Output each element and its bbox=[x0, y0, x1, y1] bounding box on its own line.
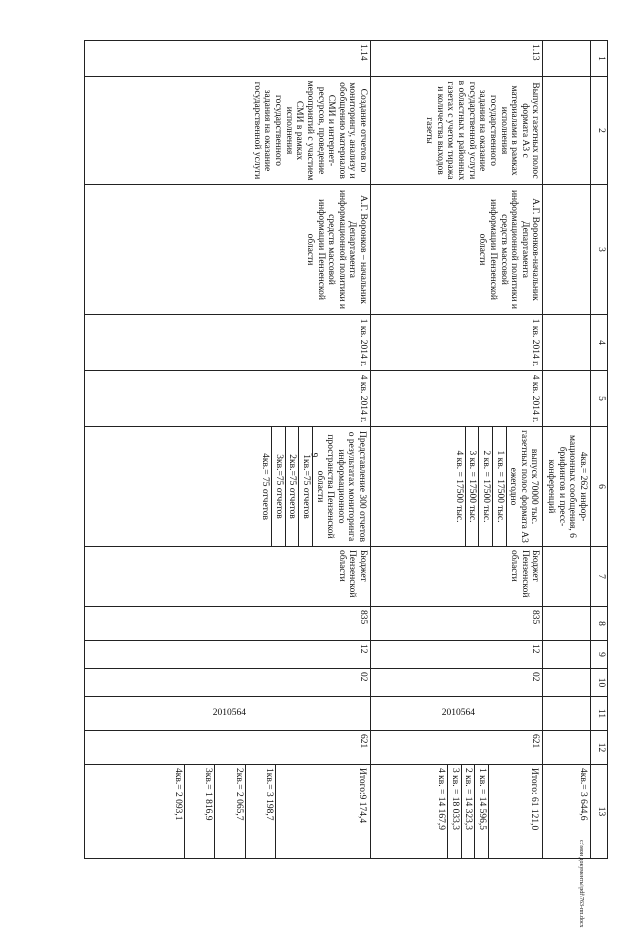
responsible-person: А.Г. Воронков – начальник Департамента информационной политики и средств массовой информации Пензенской области bbox=[85, 185, 371, 315]
result-q1: 1кв.=75 отчетов bbox=[299, 427, 313, 546]
footer-file-path: c:\мои документы\pdf\763-пп.docx bbox=[578, 840, 584, 928]
continuation-row bbox=[543, 41, 591, 859]
code-11-text: 2010564 bbox=[212, 708, 246, 719]
col-header-8: 8 bbox=[591, 607, 608, 641]
funding-source: Бюджет Пензенской области bbox=[371, 547, 543, 607]
total-funding bbox=[85, 765, 371, 859]
total-q1: 1кв.= 3 198,7 bbox=[246, 765, 277, 858]
total-q2: 2 кв. = 14 323,3 bbox=[462, 765, 476, 858]
start-date: 1 кв. 2014 г. bbox=[85, 315, 371, 371]
code-12: 621 bbox=[371, 731, 543, 765]
total-q2: 2кв.= 2 065,7 bbox=[215, 765, 246, 858]
result-q4: 4кв.= 75 отчетов bbox=[258, 427, 272, 546]
result-q4: 4 кв. = 17500 тыс. bbox=[452, 427, 466, 546]
col-header-9: 9 bbox=[591, 641, 608, 669]
code-8: 835 bbox=[85, 607, 371, 641]
header-row bbox=[591, 41, 608, 859]
table-row bbox=[85, 41, 371, 859]
end-date: 4 кв. 2014 г. bbox=[371, 371, 543, 427]
total-q4: 4кв.= 2 093,1 bbox=[171, 765, 185, 858]
col-header-6: 6 bbox=[591, 427, 608, 547]
activity-name: Выпуск газетных полос формата А3 с материалами в рамках исполнения государственного задания на оказание государственной услуги в областных и районных газетах с учетом тиража и количества выходов газеты bbox=[371, 77, 543, 185]
code-11 bbox=[371, 697, 543, 731]
responsible-person: А.Г. Воронков-начальник Департамента информационной политики и средств массовой информации Пензенской области bbox=[371, 185, 543, 315]
code-12: 621 bbox=[85, 731, 371, 765]
col-header-5: 5 bbox=[591, 371, 608, 427]
program-table bbox=[84, 40, 608, 859]
result-main: Представление 300 отчетов о результатах мониторинга информационного пространства Пензенской области bbox=[314, 431, 368, 542]
code-9: 12 bbox=[85, 641, 371, 669]
result-q3: 3 кв. = 17500 тыс. bbox=[466, 427, 480, 546]
code-11-text: 2010564 bbox=[441, 708, 476, 719]
col-header-10: 10 bbox=[591, 669, 608, 697]
total-q4: 4 кв. = 14 167,9 bbox=[434, 765, 448, 858]
col-header-3: 3 bbox=[591, 185, 608, 315]
code-8: 835 bbox=[371, 607, 543, 641]
col-header-4: 4 bbox=[591, 315, 608, 371]
expected-result bbox=[85, 427, 371, 547]
result-q3: 3кв.=75 отчетов bbox=[272, 427, 286, 546]
row-number: 1.13 bbox=[371, 41, 543, 77]
code-10: 02 bbox=[85, 669, 371, 697]
funding-source: Бюджет Пензенской области bbox=[85, 547, 371, 607]
col-header-11: 11 bbox=[591, 697, 608, 731]
row-number: 1.14 bbox=[85, 41, 371, 77]
total-q3: 3 кв. = 18 033,3 bbox=[448, 765, 462, 858]
total-funding bbox=[371, 765, 543, 859]
page-number: 9 bbox=[309, 452, 320, 458]
code-9: 12 bbox=[371, 641, 543, 669]
col-header-7: 7 bbox=[591, 547, 608, 607]
continuation-result: 4кв.= 262 инфор-мационных сообщения, 6 брифингов и пресс-конференций bbox=[543, 427, 591, 547]
result-q2: 2 кв. = 17500 тыс. bbox=[479, 427, 493, 546]
result-main: выпуск 70000 тыс. газетных полос формата А3 ежегодно bbox=[508, 430, 540, 543]
total-sum: Итого: 61 121,0 bbox=[529, 768, 540, 831]
continuation-total: 4кв.= 3 644,6 bbox=[543, 765, 591, 859]
col-header-2: 2 bbox=[591, 77, 608, 185]
end-date: 4 кв. 2014 г. bbox=[85, 371, 371, 427]
result-q1: 1 кв. = 17500 тыс. bbox=[493, 427, 507, 546]
col-header-12: 12 bbox=[591, 731, 608, 765]
col-header-13: 13 bbox=[591, 765, 608, 859]
rotated-table-container bbox=[84, 40, 608, 858]
expected-result bbox=[371, 427, 543, 547]
activity-name: Создание отчетов по мониторингу, анализу и обобщению материалов СМИ и интернет-ресурсов, проведение мероприятий с участием СМИ в рамках исполнения государственного задания на оказание государственной услуги bbox=[85, 77, 371, 185]
table-row bbox=[371, 41, 543, 859]
start-date: 1 кв. 2014 г. bbox=[371, 315, 543, 371]
total-q3: 3кв.= 1 816,9 bbox=[185, 765, 216, 858]
total-sum: Итого:9 174,4 bbox=[357, 768, 368, 824]
col-header-1: 1 bbox=[591, 41, 608, 77]
code-11 bbox=[85, 697, 371, 731]
result-q2: 2кв.=75 отчетов bbox=[286, 427, 300, 546]
code-10: 02 bbox=[371, 669, 543, 697]
total-q1: 1 кв. = 14 596,5 bbox=[475, 765, 489, 858]
